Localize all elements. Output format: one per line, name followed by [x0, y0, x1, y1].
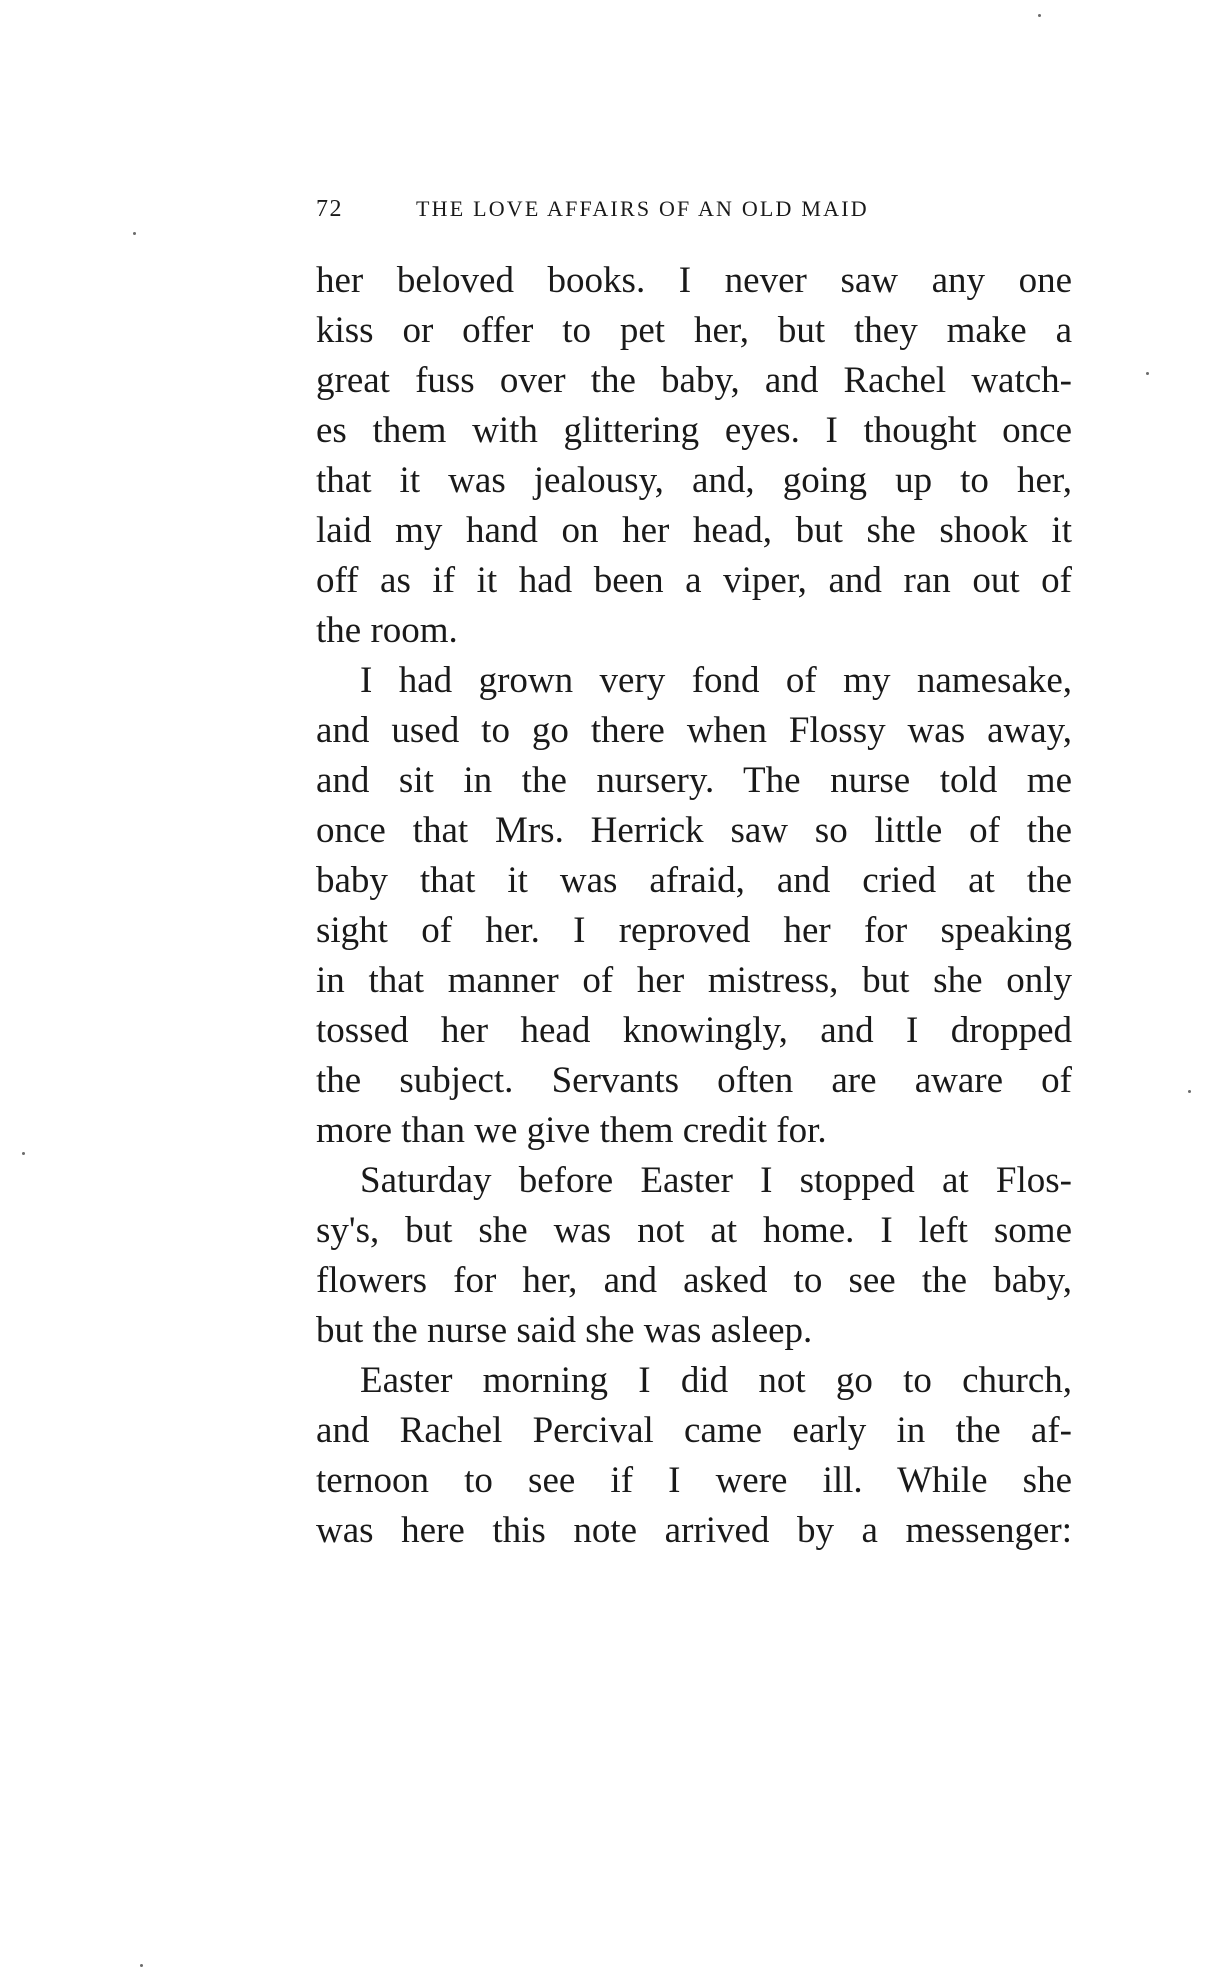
text-line: her beloved books. I never saw any one: [316, 260, 1072, 301]
paragraph-1: [316, 256, 1072, 656]
text-line: was here this note arrived by a messenger:: [316, 1510, 1072, 1551]
text-line: more than we give them credit for.: [316, 1110, 827, 1151]
text-line: kiss or offer to pet her, but they make a: [316, 310, 1072, 351]
scan-speck: [140, 1964, 143, 1967]
text-line: Saturday before Easter I stopped at Flos-: [360, 1160, 1072, 1201]
text-line: flowers for her, and asked to see the baby,: [316, 1260, 1072, 1301]
text-line: Easter morning I did not go to church,: [360, 1360, 1072, 1401]
text-line: and used to go there when Flossy was away,: [316, 710, 1072, 751]
text-line: off as if it had been a viper, and ran out of: [316, 560, 1072, 601]
text-line: ternoon to see if I were ill. While she: [316, 1460, 1072, 1501]
scan-speck: [1188, 1090, 1191, 1093]
text-line: sight of her. I reproved her for speaking: [316, 910, 1072, 951]
text-line: baby that it was afraid, and cried at the: [316, 860, 1072, 901]
text-line: in that manner of her mistress, but she only: [316, 960, 1072, 1001]
scan-speck: [22, 1152, 25, 1155]
page-header: [316, 191, 1072, 227]
body-text: [316, 256, 1072, 1556]
text-line: but the nurse said she was asleep.: [316, 1310, 813, 1351]
text-line: that it was jealousy, and, going up to her,: [316, 460, 1072, 501]
text-line: sy's, but she was not at home. I left some: [316, 1210, 1072, 1251]
scan-speck: [133, 232, 136, 235]
scan-speck: [1146, 372, 1149, 375]
page-number: 72: [316, 196, 343, 222]
text-line: great fuss over the baby, and Rachel watch-: [316, 360, 1072, 401]
scan-speck: [1038, 14, 1041, 17]
text-line: the subject. Servants often are aware of: [316, 1060, 1072, 1101]
text-line: tossed her head knowingly, and I dropped: [316, 1010, 1072, 1051]
text-line: once that Mrs. Herrick saw so little of the: [316, 810, 1072, 851]
text-line: es them with glittering eyes. I thought once: [316, 410, 1072, 451]
text-line: I had grown very fond of my namesake,: [360, 660, 1072, 701]
text-line: and sit in the nursery. The nurse told me: [316, 760, 1072, 801]
paragraph-2: [316, 656, 1072, 1156]
paragraph-4: [316, 1356, 1072, 1556]
text-line: and Rachel Percival came early in the af-: [316, 1410, 1072, 1451]
text-line: laid my hand on her head, but she shook it: [316, 510, 1072, 551]
paragraph-3: [316, 1156, 1072, 1356]
running-title: THE LOVE AFFAIRS OF AN OLD MAID: [416, 196, 869, 221]
text-line: the room.: [316, 610, 458, 651]
